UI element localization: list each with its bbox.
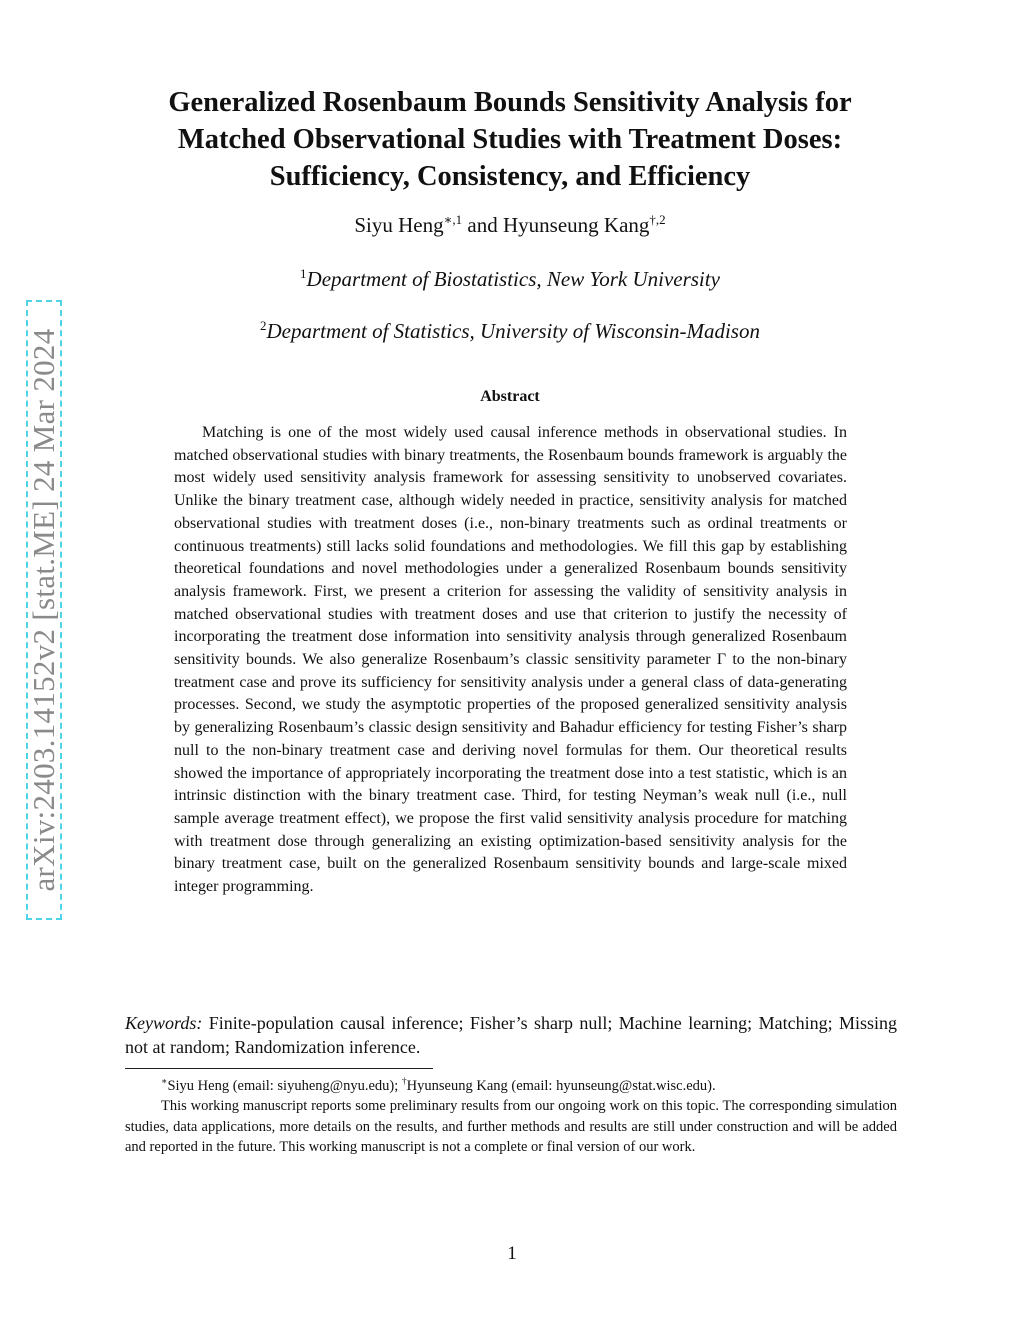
footnote-1-part-2: Hyunseung Kang (email: hyunseung@stat.wisc.edu). bbox=[406, 1077, 716, 1094]
keywords-text: Finite-population causal inference; Fisher’s sharp null; Machine learning; Matching; Missing not at random; Randomization inference. bbox=[125, 1013, 897, 1057]
title-line-3: Sufficiency, Consistency, and Efficiency bbox=[269, 161, 751, 192]
title-line-1: Generalized Rosenbaum Bounds Sensitivity Analysis for bbox=[168, 87, 852, 118]
author-list bbox=[110, 212, 910, 238]
footnote-2: This working manuscript reports some preliminary results from our ongoing work on this topic. The corresponding simulation studies, data applications, more details on the results, and further methods and results are still under construction and will be added and reported in the future. This working manuscript is not a complete or final version of our work. bbox=[125, 1098, 897, 1156]
arxiv-stamp bbox=[26, 300, 62, 920]
author-2-name: Hyunseung Kang bbox=[503, 213, 650, 237]
page-number: 1 bbox=[507, 1243, 517, 1264]
footnote-1-part-1: Siyu Heng (email: siyuheng@nyu.edu); bbox=[167, 1077, 402, 1094]
paper-title bbox=[110, 84, 910, 195]
footnote-rule bbox=[125, 1068, 433, 1069]
author-2-marks: †,2 bbox=[649, 212, 666, 227]
affiliation-2 bbox=[110, 318, 910, 344]
footnote-1-mark-2: † bbox=[401, 1077, 407, 1087]
author-1-marks: ∗,1 bbox=[443, 212, 463, 227]
author-1-name: Siyu Heng bbox=[354, 213, 444, 237]
affiliation-2-mark: 2 bbox=[260, 318, 267, 333]
footnote-1-mark-1: ∗ bbox=[161, 1077, 168, 1087]
title-line-2: Matched Observational Studies with Treatment Doses: bbox=[177, 124, 843, 155]
arxiv-stamp-text: arXiv:2403.14152v2 [stat.ME] 24 Mar 2024 bbox=[26, 328, 61, 892]
affiliation-1 bbox=[110, 266, 910, 292]
keywords-label: Keywords: bbox=[125, 1013, 203, 1033]
footnotes bbox=[125, 1072, 897, 1158]
author-connector: and bbox=[462, 213, 503, 237]
abstract-heading: Abstract bbox=[480, 388, 540, 405]
affiliation-2-text: Department of Statistics, University of Wisconsin-Madison bbox=[266, 319, 760, 343]
abstract-body: Matching is one of the most widely used causal inference methods in observational studies. In matched observational studies with binary treatments, the Rosenbaum bounds framework is arguably the most widely used sensitivity analysis framework for assessing sensitivity to unobserved covariates. Unlike the binary treatment case, although widely needed in practice, sensitivity analysis for matched observational studies with treatment doses (i.e., non-binary treatments such as ordinal treatments or continuous treatments) still lacks solid foundations and methodologies. We fill this gap by establishing theoretical foundations and novel methodologies under a generalized Rosenbaum bounds sensitivity analysis framework. First, we present a criterion for assessing the validity of sensitivity analysis in matched observational studies with treatment doses and use that criterion to justify the necessity of incorporating the treatment dose information into sensitivity analysis through generalized Rosenbaum sensitivity bounds. We also generalize Rosenbaum’s classic sensitivity parameter Γ to the non-binary treatment case and prove its sufficiency for sensitivity analysis under a general class of data-generating processes. Second, we study the asymptotic properties of the proposed generalized sensitivity analysis by generalizing Rosenbaum’s classic design sensitivity and Bahadur efficiency for testing Fisher’s sharp null to the non-binary treatment case and deriving novel formulas for them. Our theoretical results showed the importance of appropriately incorporating the treatment dose into a test statistic, which is an intrinsic distinction with the binary treatment case. Third, for testing Neyman’s weak null (i.e., null sample average treatment effect), we propose the first valid sensitivity analysis procedure for matching with treatment dose through generalizing an existing optimization-based sensitivity analysis for the binary treatment case, built on the generalized Rosenbaum sensitivity bounds and large-scale mixed integer programming. bbox=[174, 424, 847, 896]
keywords bbox=[125, 1011, 897, 1059]
affiliation-1-text: Department of Biostatistics, New York University bbox=[306, 267, 720, 291]
footnote-1 bbox=[125, 1072, 897, 1096]
affiliation-1-mark: 1 bbox=[300, 266, 307, 281]
